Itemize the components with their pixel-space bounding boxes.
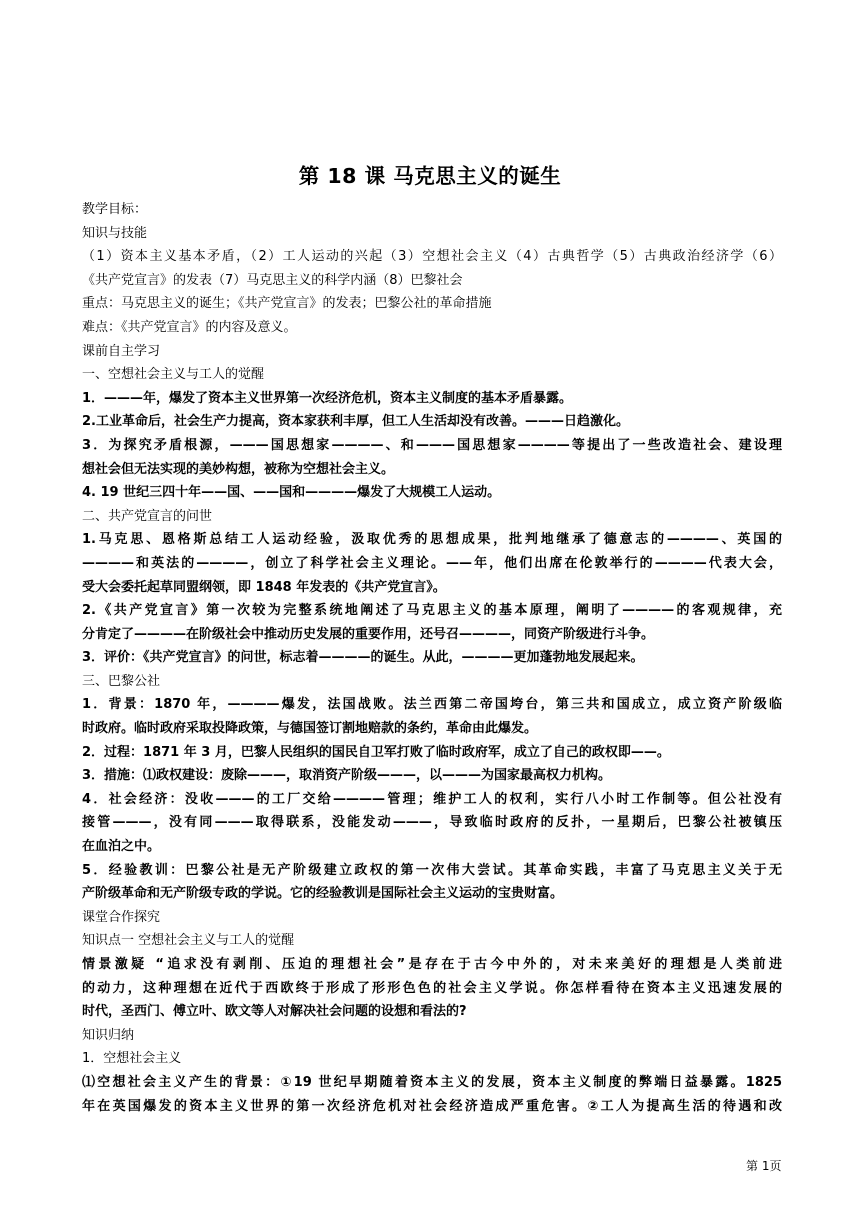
text-line: ————和英法的————，创立了科学社会主义理论。——年，他们出席在伦敦举行的————代表大会， [82,555,782,571]
text-line: 4. 19 世纪三四十年——国、——国和————爆发了大规模工人运动。 [82,485,501,501]
text-line: 3．为探究矛盾根源，———国思想家————、和———国思想家————等提出了一些改造社会、建设理 [82,437,782,453]
text-line: 难点：《共产党宣言》的内容及意义。 [82,319,297,335]
text-line: （1）资本主义基本矛盾，（2）工人运动的兴起（3）空想社会主义（4）古典哲学（5）古典政治经济学（6） [82,249,782,265]
text-line: 重点：马克思主义的诞生；《共产党宣言》的发表；巴黎公社的革命措施 [82,296,492,312]
text-line: 在血泊之中。 [82,839,161,855]
text-line: 年在英国爆发的资本主义世界的第一次经济危机对社会经济造成严重危害。②工人为提高生活的待遇和改 [82,1098,782,1114]
text-line: 三、巴黎公社 [82,673,161,689]
text-line: 时政府。临时政府采取投降政策，与德国签订割地赔款的条约，革命由此爆发。 [82,721,538,737]
text-line: 1.马克思、恩格斯总结工人运动经验，汲取优秀的思想成果，批判地继承了德意志的————、英国的 [82,532,782,548]
text-line: 知识与技能 [82,225,148,241]
text-line: 知识归纳 [82,1027,135,1043]
text-line: 情景激疑 “追求没有剥削、压迫的理想社会”是存在于古今中外的，对未来美好的理想是人类前进 [82,957,782,972]
text-line: 2．过程：1871 年 3 月，巴黎人民组织的国民自卫军打败了临时政府军，成立了自己的政权即——。 [82,744,670,760]
text-line: 1．空想社会主义 [82,1051,182,1067]
text-line: 1．背景：1870 年，————爆发，法国战败。法兰西第二帝国垮台，第三共和国成立，成立资产阶级临 [82,697,782,713]
text-line: 受大会委托起草同盟纲领，即 1848 年发表的《共产党宣言》。 [82,579,446,595]
text-line: 二、共产党宣言的问世 [82,508,213,524]
page-title: 第 18 课 马克思主义的诞生 [298,164,562,188]
text-line: 3．措施：⑴政权建设：废除———，取消资产阶级———，以———为国家最高权力机构。 [82,768,612,784]
text-line: 教学目标： [82,202,148,217]
document-body [82,198,782,1118]
page-number: 第 1页 [746,1159,782,1173]
text-line: 时代，圣西门、傅立叶、欧文等人对解决社会问题的设想和看法的? [82,1004,467,1020]
text-line: 一、空想社会主义与工人的觉醒 [82,367,265,383]
text-line: 2.《共产党宣言》第一次较为完整系统地阐述了马克思主义的基本原理，阐明了————的客观规律，充 [82,603,782,619]
text-line: 产阶级革命和无产阶级专政的学说。它的经验教训是国际社会主义运动的宝贵财富。 [82,886,564,902]
text-line: 课前自主学习 [82,343,161,359]
text-line: ⑴空想社会主义产生的背景：①19 世纪早期随着资本主义的发展，资本主义制度的弊端日益暴露。1825 [82,1074,782,1090]
text-line: 2.工业革命后，社会生产力提高，资本家获利丰厚，但工人生活却没有改善。———日趋激化。 [82,414,629,430]
text-line: 课堂合作探究 [82,909,161,925]
text-line: 4．社会经济：没收———的工厂交给————管理；维护工人的权利，实行八小时工作制等。但公社没有 [82,791,782,807]
text-line: 分肯定了————在阶级社会中推动历史发展的重要作用，还号召————，同资产阶级进行斗争。 [82,626,655,642]
text-line: 3．评价：《共产党宣言》的问世，标志着————的诞生。从此，————更加蓬勃地发展起来。 [82,650,644,666]
text-line: 的动力，这种理想在近代于西欧终于形成了形形色色的社会主义学说。你怎样看待在资本主义迅速发展的 [82,980,782,996]
text-line: 接管———，没有同———取得联系，没能发动———，导致临时政府的反扑，一星期后，巴黎公社被镇压 [82,815,782,831]
text-line: 5．经验教训：巴黎公社是无产阶级建立政权的第一次伟大尝试。其革命实践，丰富了马克思主义关于无 [82,862,782,878]
text-line: 1．———年，爆发了资本主义世界第一次经济危机，资本主义制度的基本矛盾暴露。 [82,390,573,406]
text-line: 想社会但无法实现的美妙构想，被称为空想社会主义。 [82,461,395,477]
text-line: 知识点一 空想社会主义与工人的觉醒 [82,933,295,949]
text-line: 《共产党宣言》的发表（7）马克思主义的科学内涵（8）巴黎社会 [82,272,463,288]
